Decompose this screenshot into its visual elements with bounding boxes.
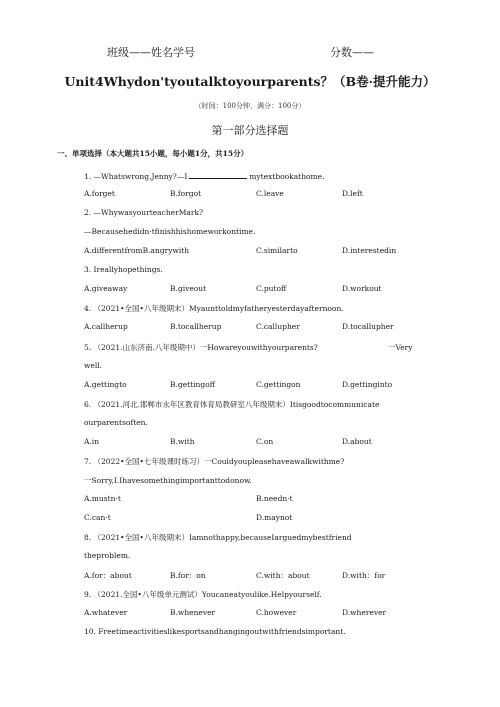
worksheet-title: Unit4Whydon'tyoutalktoyourparents？（B卷·提升能力） xyxy=(64,74,436,89)
option-d[interactable]: D.workout xyxy=(342,284,382,293)
option-a-b[interactable]: A.differentfromB.angrywith xyxy=(84,246,190,255)
question-stem: 8. （2021•全国•八年级期末）Iamnothappy,becauseIarguedmybestfriend xyxy=(84,533,352,542)
option-a[interactable]: A.forget xyxy=(84,189,115,198)
option-b[interactable]: B.with xyxy=(170,437,195,446)
question-stem: 6. （2021.河北.邯郸市永年区教育体育局教研室八年级期末）Itisgoodtocommunicate xyxy=(84,400,380,409)
option-c[interactable]: C.similarto xyxy=(256,246,298,255)
part-title: 第一部分选择题 xyxy=(211,124,289,137)
question-stem: 7. （2022•全国•七年级课时练习）一Couldyoupleasehaveawalkwithme? xyxy=(84,457,345,466)
option-d[interactable]: D.maynot xyxy=(256,513,293,522)
option-d[interactable]: D.gettinginto xyxy=(342,380,393,389)
option-b[interactable]: B.whenever xyxy=(170,608,216,617)
option-a[interactable]: A.whatever xyxy=(84,608,128,617)
question-stem: 2. —WhywasyourteacherMark? xyxy=(84,208,204,217)
question-continuation: well. xyxy=(84,361,103,370)
option-c[interactable]: C.gettingon xyxy=(256,380,301,389)
option-b[interactable]: B.for：on xyxy=(170,571,206,580)
option-b[interactable]: B.needn·t xyxy=(256,494,293,503)
option-b[interactable]: B.forgot xyxy=(170,189,202,198)
time-and-score-note: （时间：100分钟，满分：100分） xyxy=(194,102,306,110)
question-answer-cue: 一Very xyxy=(388,343,413,352)
question-stem: 1. —Whatswrong,Jenny?—I mytextbookathome. xyxy=(84,172,325,181)
question-continuation: ourparentsoften. xyxy=(84,418,148,427)
option-a[interactable]: A.gettingto xyxy=(84,380,127,389)
option-c[interactable]: C.on xyxy=(256,437,274,446)
option-c[interactable]: C.leave xyxy=(256,189,284,198)
option-c[interactable]: C.callupher xyxy=(256,322,300,331)
option-b[interactable]: B.tocallherup xyxy=(170,322,222,331)
option-c[interactable]: C.putoff xyxy=(256,284,287,293)
question-continuation: theproblem. xyxy=(84,551,131,560)
question-stem: 10. Freetimeactivitieslikesportsandhangingoutwithfriendsimportant. xyxy=(84,627,346,636)
option-c[interactable]: C.can·t xyxy=(84,513,111,522)
option-a[interactable]: A.for：about xyxy=(84,571,132,580)
option-d[interactable]: D.left xyxy=(342,189,363,198)
question-stem: 5. （2021.山东济南.八年级期中）一Howareyouwithyourparents? xyxy=(84,343,318,352)
class-name-field: 班级——姓名学号 xyxy=(107,46,195,59)
option-b[interactable]: B.giveout xyxy=(170,284,207,293)
score-field: 分数—— xyxy=(330,46,374,59)
option-c[interactable]: C.with：about xyxy=(256,571,310,580)
question-continuation: 一Sorry,I.Ihavesomethingimportanttodonow. xyxy=(84,476,252,485)
option-d[interactable]: D.tocallupher xyxy=(342,322,394,331)
option-a[interactable]: A.mustn·t xyxy=(84,494,121,503)
answer-blank xyxy=(189,170,247,179)
option-a[interactable]: A.in xyxy=(84,437,100,446)
option-a[interactable]: A.giveaway xyxy=(84,284,128,293)
question-continuation: —Becausehedidn·tfinishhishomeworkontime. xyxy=(84,227,256,236)
option-c[interactable]: C.however xyxy=(256,608,297,617)
option-d[interactable]: D.with：for xyxy=(342,571,386,580)
option-b[interactable]: B.gettingoff xyxy=(170,380,216,389)
question-stem: 4. （2021•全国•八年级期末）Myaunttoldmyfatheryesterdayafternoon. xyxy=(84,304,344,313)
question-stem: 3. Ireallyhopethings. xyxy=(84,265,163,274)
option-a[interactable]: A.callherup xyxy=(84,322,128,331)
option-d[interactable]: D.interestedin xyxy=(342,246,397,255)
option-d[interactable]: D.about xyxy=(342,437,372,446)
question-stem: 9. （2021.全国•八年级单元测试）Youcaneatyoulike.Helpyourself. xyxy=(84,590,322,599)
section-title: 一、单项选择（本大题共15小题，每小题1分，共15分） xyxy=(57,149,249,158)
option-d[interactable]: D.wherever xyxy=(342,608,387,617)
